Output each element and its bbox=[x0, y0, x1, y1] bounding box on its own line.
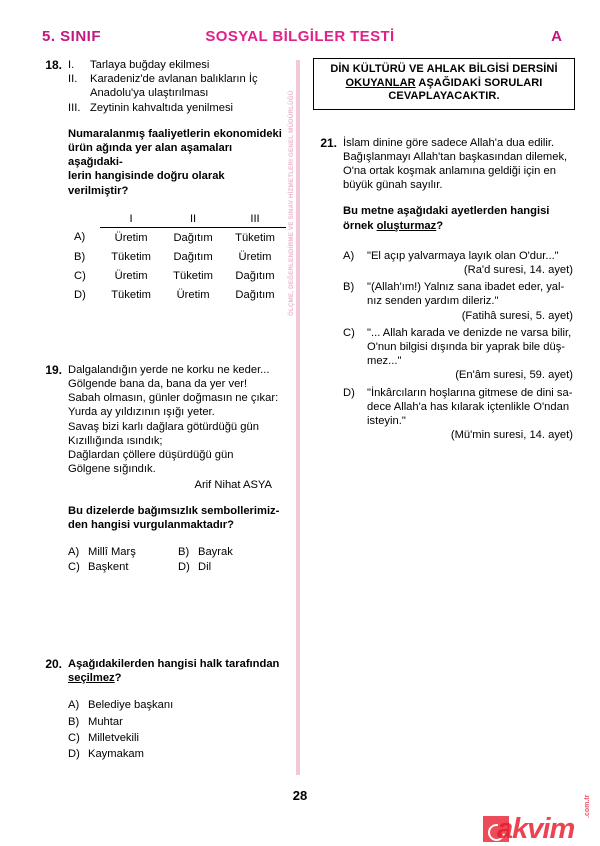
option-letter: A) bbox=[68, 546, 80, 559]
list-item bbox=[68, 72, 286, 86]
takvim-logo bbox=[483, 794, 595, 846]
logo-wordmark: akvim bbox=[497, 813, 575, 845]
question-number: 21. bbox=[320, 135, 337, 150]
option-text: Kaymakam bbox=[88, 748, 144, 761]
option-letter: B) bbox=[178, 546, 190, 559]
option-b[interactable] bbox=[343, 280, 575, 323]
poem-line: Gölgene sığındık. bbox=[68, 463, 156, 476]
item-text: Zeytinin kahvaltıda yenilmesi bbox=[90, 101, 234, 114]
stem-tail: ? bbox=[436, 219, 444, 232]
options-list bbox=[68, 698, 286, 761]
option-d[interactable] bbox=[343, 386, 575, 443]
option-d[interactable] bbox=[178, 560, 318, 574]
table-header-row bbox=[72, 212, 286, 228]
options-list bbox=[68, 545, 286, 577]
option-text: isteyin." bbox=[367, 414, 406, 427]
poem-line: Dağlardan çöllere düşürdüğü gün bbox=[68, 449, 234, 462]
option-a[interactable] bbox=[68, 698, 286, 712]
poem-line: Savaş bizi karlı dağlara götürdüğü gün bbox=[68, 420, 259, 433]
option-source: (Fatihâ suresi, 5. ayet) bbox=[461, 309, 573, 322]
passage-line: İslam dinine göre sadece Allah'a dua edilir. bbox=[343, 136, 555, 149]
item-text: Anadolu'ya ulaştırılması bbox=[90, 87, 209, 100]
table-cell: Tüketim bbox=[111, 289, 151, 302]
column-header: I bbox=[100, 212, 162, 228]
option-letter: D) bbox=[178, 561, 190, 574]
stem-line: Numaralanmış faaliyetlerin ekonomideki bbox=[68, 127, 282, 140]
left-column bbox=[38, 58, 286, 763]
passage-text bbox=[343, 136, 575, 193]
option-d[interactable] bbox=[68, 747, 286, 761]
booklet-letter: A bbox=[551, 28, 562, 45]
option-source: (En'âm suresi, 59. ayet) bbox=[455, 369, 573, 382]
option-letter: C) bbox=[68, 561, 80, 574]
option-text: O'nun bilgisi dışında bir yaprak bile düş- bbox=[367, 340, 566, 353]
page-number: 28 bbox=[292, 788, 308, 803]
question-21 bbox=[313, 136, 575, 443]
option-text: Muhtar bbox=[88, 715, 123, 728]
table-cell: Dağıtım bbox=[235, 289, 275, 302]
stem-line: Bu metne aşağıdaki ayetlerden hangisi bbox=[343, 205, 550, 218]
question-18 bbox=[38, 58, 286, 305]
option-letter: A) bbox=[343, 249, 355, 262]
question-stem bbox=[68, 504, 286, 532]
question-20 bbox=[38, 657, 286, 761]
list-item bbox=[68, 101, 286, 115]
right-column bbox=[313, 58, 575, 445]
question-number: 20. bbox=[45, 657, 62, 672]
item-text: Tarlaya buğday ekilmesi bbox=[90, 59, 210, 71]
stem-line: Bu dizelerde bağımsızlık sembollerimiz- bbox=[68, 504, 280, 517]
option-letter: D) bbox=[74, 289, 86, 302]
corner-cell bbox=[72, 212, 100, 228]
list-item bbox=[68, 58, 286, 72]
table-row[interactable] bbox=[72, 228, 286, 248]
option-letter: B) bbox=[343, 281, 355, 294]
poem-author: Arif Nihat ASYA bbox=[194, 479, 272, 492]
option-text: "El açıp yalvarmaya layık olan O'dur..." bbox=[367, 249, 559, 262]
option-c[interactable] bbox=[343, 326, 575, 383]
question-stem bbox=[68, 127, 286, 198]
poem-text bbox=[68, 363, 286, 477]
item-numeral: I. bbox=[68, 59, 75, 71]
stem-line: lerin hangisinde doğru olarak verilmiştir? bbox=[68, 170, 225, 197]
table-row[interactable] bbox=[72, 286, 286, 305]
question-number: 18. bbox=[45, 58, 62, 72]
poem-line: Sabah olmasın, günler doğmasın ne çıkar: bbox=[68, 392, 279, 405]
stem-prefix: örnek bbox=[343, 219, 377, 232]
option-text: mez..." bbox=[367, 355, 402, 368]
logo-domain: .com.tr bbox=[584, 794, 591, 818]
passage-line: Bağışlanmayı Allah'tan başkasından dilemek, bbox=[343, 150, 568, 163]
numbered-items bbox=[68, 58, 286, 115]
table-cell: Üretim bbox=[114, 269, 148, 282]
item-text: Karadeniz'de avlanan balıkların İç bbox=[90, 73, 258, 86]
stem-line bbox=[343, 219, 575, 233]
item-numeral: II. bbox=[68, 73, 78, 86]
option-text: Dil bbox=[198, 561, 212, 574]
notice-line-2-rest: AŞAĞIDAKİ SORULARI bbox=[415, 76, 543, 89]
option-text: "İnkârcıların hoşlarına gitmese de dini sa- bbox=[367, 386, 573, 399]
table-row[interactable] bbox=[72, 247, 286, 266]
option-letter: B) bbox=[68, 715, 80, 728]
page-header bbox=[0, 28, 600, 54]
notice-emphasis: OKUYANLAR bbox=[345, 76, 416, 89]
option-source: (Mü'min suresi, 14. ayet) bbox=[450, 429, 573, 442]
table-cell: Üretim bbox=[238, 250, 272, 263]
option-text: "(Allah'ım!) Yalnız sana ibadet eder, yal- bbox=[367, 281, 565, 294]
table-cell: Dağıtım bbox=[173, 231, 213, 244]
option-text: Millî Marş bbox=[88, 546, 136, 559]
list-item bbox=[68, 86, 286, 100]
option-text: nız senden yardım dileriz." bbox=[367, 295, 499, 308]
table-cell: Üretim bbox=[114, 231, 148, 244]
option-letter: C) bbox=[68, 731, 80, 744]
table-cell: Dağıtım bbox=[173, 250, 213, 263]
option-letter: A) bbox=[68, 699, 80, 712]
option-c[interactable] bbox=[68, 731, 286, 745]
table-cell: Tüketim bbox=[235, 231, 275, 244]
poem-line: Dalgalandığın yerde ne korku ne keder... bbox=[68, 363, 270, 376]
stem-line: ürün ağında yer alan aşamaları aşağıdaki- bbox=[68, 142, 233, 169]
test-title: SOSYAL BİLGİLER TESTİ bbox=[205, 28, 395, 45]
option-letter: C) bbox=[74, 269, 86, 282]
option-b[interactable] bbox=[68, 715, 286, 729]
option-text: dece Allah'a has kılarak içtenlikle O'ndan bbox=[367, 400, 570, 413]
table-cell: Üretim bbox=[176, 289, 210, 302]
option-b[interactable] bbox=[178, 545, 318, 559]
table-row[interactable] bbox=[72, 266, 286, 285]
column-header: III bbox=[224, 212, 286, 228]
question-number: 19. bbox=[45, 362, 62, 377]
table-cell: Tüketim bbox=[173, 269, 213, 282]
poem-line: Yurda ay yıldızının ışığı yeter. bbox=[68, 406, 215, 419]
stem-emphasis: seçilmez bbox=[68, 672, 115, 685]
option-text: Belediye başkanı bbox=[88, 699, 174, 712]
option-source: (Ra'd suresi, 14. ayet) bbox=[463, 263, 573, 276]
stem-line: Aşağıdakilerden hangisi halk tarafından bbox=[68, 658, 280, 671]
ministry-watermark: ÖLÇME, DEĞERLENDİRME VE SINAV HİZMETLERİ GENEL MÜDÜRLÜĞÜ bbox=[288, 90, 295, 316]
stem-line: den hangisi vurgulanmaktadır? bbox=[68, 518, 234, 531]
notice-line-2 bbox=[320, 77, 568, 91]
option-a[interactable] bbox=[343, 249, 575, 277]
option-text: Başkent bbox=[88, 561, 129, 574]
option-text: Bayrak bbox=[198, 546, 233, 559]
passage-line: O'na ortak koşmak anlamına geldiği için en bbox=[343, 164, 556, 177]
passage-line: büyük günah sayılır. bbox=[343, 179, 443, 192]
option-letter: D) bbox=[68, 748, 80, 761]
option-letter: D) bbox=[343, 386, 355, 399]
option-text: Milletvekili bbox=[88, 731, 139, 744]
notice-line-3: CEVAPLAYACAKTIR. bbox=[388, 90, 500, 102]
poem-line: Kızıllığında ısındık; bbox=[68, 434, 163, 447]
stem-line bbox=[68, 671, 286, 685]
option-letter: C) bbox=[343, 326, 355, 339]
subject-notice-box bbox=[313, 58, 575, 110]
table-cell: Dağıtım bbox=[235, 269, 275, 282]
column-header: II bbox=[162, 212, 224, 228]
option-text: "... Allah karada ve denizde ne varsa bilir, bbox=[367, 326, 572, 339]
answer-table bbox=[72, 212, 286, 305]
question-stem bbox=[68, 657, 286, 685]
option-letter: A) bbox=[74, 231, 86, 244]
notice-line-1: DİN KÜLTÜRÜ VE AHLAK BİLGİSİ DERSİNİ bbox=[330, 63, 558, 75]
question-19 bbox=[38, 363, 286, 577]
stem-tail: ? bbox=[114, 672, 122, 685]
table-cell: Tüketim bbox=[111, 250, 151, 263]
question-stem bbox=[343, 204, 575, 232]
options-list bbox=[343, 249, 575, 443]
stem-emphasis: oluşturmaz bbox=[376, 219, 437, 232]
item-numeral: III. bbox=[68, 101, 81, 114]
grade-label: 5. SINIF bbox=[42, 28, 102, 45]
poem-line: Gölgende bana da, bana da yer ver! bbox=[68, 378, 248, 391]
option-letter: B) bbox=[74, 250, 86, 263]
